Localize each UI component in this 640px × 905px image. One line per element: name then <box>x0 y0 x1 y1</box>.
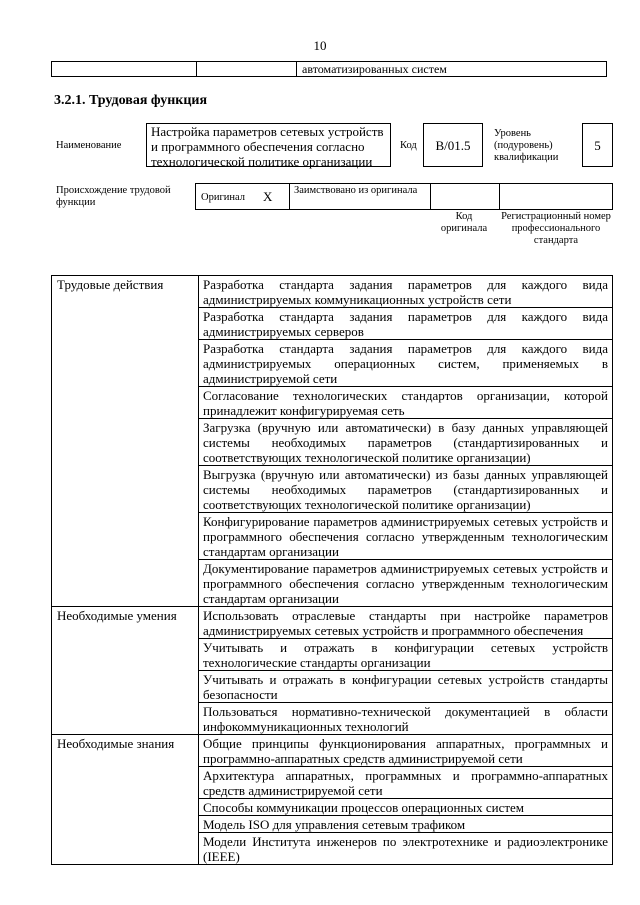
table-cell-item: Учитывать и отражать в конфигурации сетевых устройств технологические стандарты организации <box>199 639 613 671</box>
function-table <box>51 275 613 865</box>
continuation-row <box>51 61 607 77</box>
continuation-text: автоматизированных систем <box>302 62 447 76</box>
section-title: Необходимые умения <box>52 607 199 735</box>
table-cell-item: Разработка стандарта задания параметров для каждого вида администрируемых коммуникационных устройств сети <box>199 276 613 308</box>
table-row <box>52 607 613 639</box>
borrowed-label: Заимствовано из оригинала <box>294 185 418 196</box>
table-cell-item: Модель ISO для управления сетевым трафиком <box>199 816 613 833</box>
level-value: 5 <box>594 137 601 153</box>
function-name: Настройка параметров сетевых устройств и программного обеспечения согласно технологической политике организации <box>151 124 384 169</box>
reg-caption: Регистрационный номер профессионального стандарта <box>501 211 611 246</box>
table-cell-item: Общие принципы функционирования аппаратных, программных и программно-аппаратных средств администрируемой сети <box>199 735 613 767</box>
section-heading: 3.2.1. Трудовая функция <box>54 93 208 108</box>
divider <box>289 184 290 209</box>
table-cell-item: Использовать отраслевые стандарты при настройке параметров администрируемых сетевых устройств и программного обеспечения <box>199 607 613 639</box>
table-cell-item: Выгрузка (вручную или автоматически) из базы данных управляющей системы необходимых параметров (стандартизированных и соответствующих технологической политике организации) <box>199 466 613 513</box>
table-cell-item: Модели Института инженеров по электротехнике и радиоэлектронике (IEEE) <box>199 833 613 865</box>
table-cell-item: Согласование технологических стандартов организации, которой принадлежит конфигурируемая сеть <box>199 387 613 419</box>
table-cell-item: Загрузка (вручную или автоматически) в базу данных управляющей системы необходимых параметров (стандартизированных и соответствующих технологической политике организации) <box>199 419 613 466</box>
code-box <box>423 123 483 167</box>
table-cell-item: Архитектура аппаратных, программных и программно-аппаратных средств администрируемой сети <box>199 767 613 799</box>
table-cell-item: Документирование параметров администрируемых сетевых устройств и программного обеспечения согласно утвержденным технологическим стандартам организации <box>199 560 613 607</box>
section-title: Трудовые действия <box>52 276 199 607</box>
table-cell-item: Конфигурирование параметров администрируемых сетевых устройств и программного обеспечения согласно утвержденным технологическим стандартам организации <box>199 513 613 560</box>
table-cell-item: Разработка стандарта задания параметров для каждого вида администрируемых серверов <box>199 308 613 340</box>
table-cell-item: Пользоваться нормативно-технической документацией в области инфокоммуникационных технологий <box>199 703 613 735</box>
origin-row <box>195 183 613 210</box>
code-label: Код <box>400 140 417 151</box>
divider <box>430 184 431 209</box>
original-mark: X <box>263 189 273 204</box>
original-label: Оригинал <box>201 192 245 203</box>
origin-label: Происхождение трудовой функции <box>56 185 171 208</box>
page-number: 10 <box>313 38 327 53</box>
level-label: Уровень (подуровень) квалификации <box>494 128 559 163</box>
divider <box>499 184 500 209</box>
divider <box>296 62 297 76</box>
divider <box>196 62 197 76</box>
table-row <box>52 735 613 767</box>
table-cell-item: Учитывать и отражать в конфигурации сетевых устройств стандарты безопасности <box>199 671 613 703</box>
level-box <box>582 123 613 167</box>
function-name-box <box>146 123 391 167</box>
section-title: Необходимые знания <box>52 735 199 865</box>
table-cell-item: Способы коммуникации процессов операционных систем <box>199 799 613 816</box>
table-row <box>52 276 613 308</box>
code-value: B/01.5 <box>435 137 471 153</box>
name-label: Наименование <box>56 140 122 151</box>
table-cell-item: Разработка стандарта задания параметров для каждого вида администрируемых операционных систем, применяемых в администрируемой сети <box>199 340 613 387</box>
code-caption: Код оригинала <box>440 211 488 234</box>
